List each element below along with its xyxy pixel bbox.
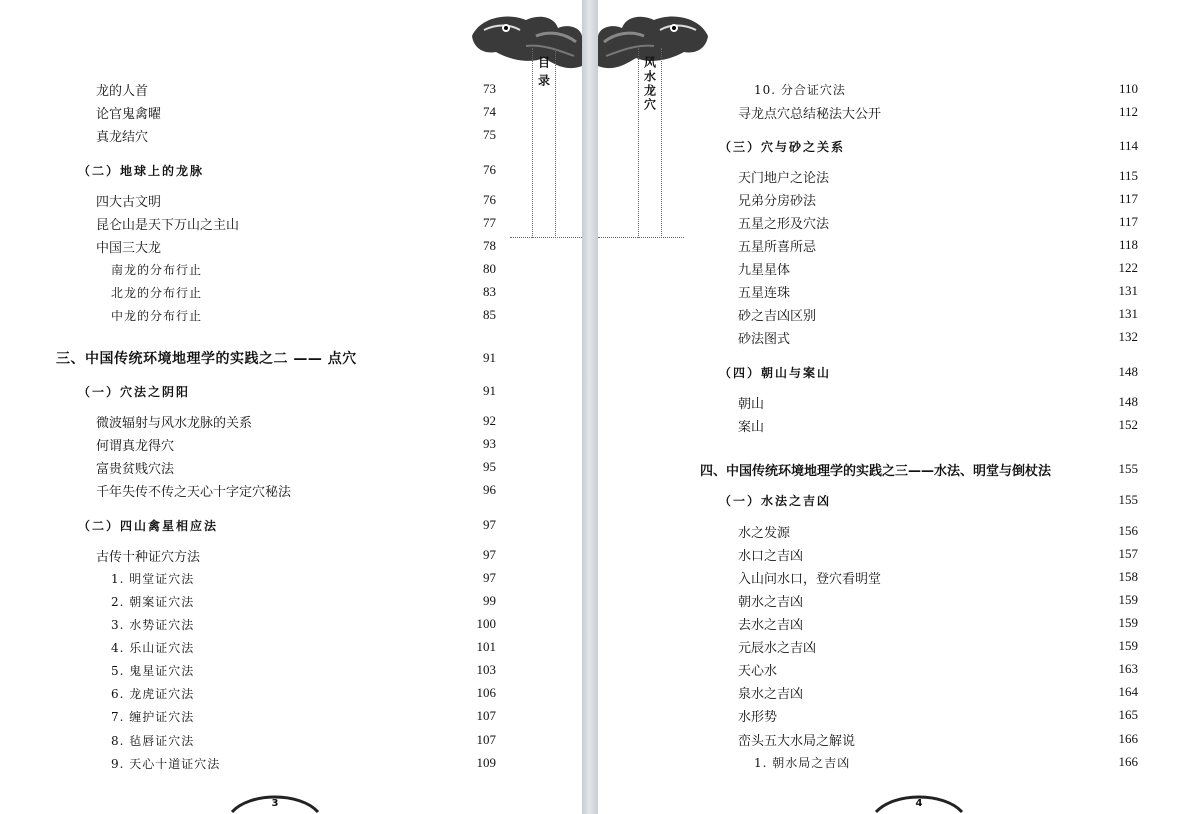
- toc-subentry-title: 2. 朝案证穴法: [111, 594, 195, 609]
- toc-entry-title: 天心水: [738, 663, 778, 679]
- toc-entry[interactable]: [96, 78, 496, 100]
- toc-subentry-page: 106: [476, 685, 496, 700]
- toc-entry-page: 122: [1118, 260, 1138, 275]
- toc-section-page: 76: [483, 162, 496, 177]
- toc-entry-page: 165: [1118, 707, 1138, 722]
- page-number: 4: [915, 798, 923, 809]
- toc-subentry[interactable]: [111, 636, 496, 658]
- toc-entry-page: 117: [1118, 191, 1138, 206]
- toc-entry-page: 73: [483, 81, 496, 96]
- toc-subentry-title: 中龙的分布行止: [111, 308, 203, 323]
- toc-subentry[interactable]: [754, 751, 1138, 773]
- toc-entry-title: 泉水之吉凶: [738, 686, 804, 702]
- toc-entry[interactable]: [96, 456, 496, 478]
- toc-section[interactable]: [78, 159, 496, 181]
- toc-entry-page: 166: [1118, 731, 1138, 746]
- toc-entry[interactable]: [738, 704, 1138, 726]
- toc-entry[interactable]: [738, 635, 1138, 657]
- toc-entry-page: 75: [483, 127, 496, 142]
- toc-subentry-page: 107: [476, 732, 496, 747]
- toc-section-page: 97: [483, 517, 496, 532]
- toc-section-page: 155: [1118, 492, 1138, 507]
- toc-subentry-title: 南龙的分布行止: [111, 262, 203, 277]
- toc-entry[interactable]: [96, 544, 496, 566]
- toc-subentry-page: 83: [483, 284, 496, 299]
- toc-subentry-title: 7. 缠护证穴法: [111, 709, 195, 724]
- toc-entry-title: 千年失传不传之天心十字定穴秘法: [96, 484, 292, 500]
- toc-entry-page: 131: [1118, 306, 1138, 321]
- toc-subentry[interactable]: [111, 613, 496, 635]
- toc-section-title: （三）穴与砂之关系: [719, 139, 846, 154]
- toc-entry-title: 真龙结穴: [96, 129, 149, 145]
- toc-section[interactable]: [78, 380, 496, 402]
- toc-entry-title: 水之发源: [738, 525, 791, 541]
- toc-entry-page: 163: [1118, 661, 1138, 676]
- toc-entry-title: 昆仑山是天下万山之主山: [96, 217, 240, 233]
- toc-entry[interactable]: [96, 189, 496, 211]
- toc-entry-title: 兄弟分房砂法: [738, 193, 817, 209]
- page-footer-right: [874, 786, 964, 814]
- toc-entry-title: 入山问水口，登穴看明堂: [738, 571, 882, 587]
- toc-entry-page: 132: [1118, 329, 1138, 344]
- toc-entry-page: 159: [1118, 592, 1138, 607]
- toc-subentry-title: 北龙的分布行止: [111, 285, 203, 300]
- toc-subentry-title: 8. 毡唇证穴法: [111, 733, 195, 748]
- toc-entry-title: 龙的人首: [96, 83, 149, 99]
- toc-entry[interactable]: [738, 188, 1138, 210]
- toc-subentry[interactable]: [111, 304, 496, 326]
- toc-section-title: （一）穴法之阴阳: [78, 384, 191, 399]
- toc-entry-page: 95: [483, 459, 496, 474]
- toc-entry-title: 水形势: [738, 709, 778, 725]
- toc-subentry-page: 100: [476, 616, 496, 631]
- toc-subentry[interactable]: [754, 78, 1138, 100]
- toc-entry-page: 115: [1118, 168, 1138, 183]
- toc-subentry-title: 10. 分合证穴法: [754, 82, 846, 97]
- toc-section-title: （一）水法之吉凶: [719, 493, 832, 508]
- toc-entry[interactable]: [738, 101, 1138, 123]
- toc-chapter-title: 四、中国传统环境地理学的实践之三——水法、明堂与倒杖法: [700, 463, 1052, 479]
- ribbon-label: 风水龙穴: [642, 56, 657, 112]
- toc-entry-page: 93: [483, 436, 496, 451]
- toc-section-title: （二）地球上的龙脉: [78, 163, 205, 178]
- toc-entry-title: 砂法图式: [738, 331, 791, 347]
- toc-subentry-title: 4. 乐山证穴法: [111, 640, 195, 655]
- toc-entry-title: 水口之吉凶: [738, 548, 804, 564]
- toc-entry-title: 何谓真龙得穴: [96, 438, 175, 454]
- toc-entry-page: 131: [1118, 283, 1138, 298]
- toc-section[interactable]: [719, 135, 1138, 157]
- toc-entry-page: 117: [1118, 214, 1138, 229]
- page-footer-left: [230, 786, 320, 814]
- right-page: [598, 0, 1182, 814]
- toc-entry-title: 微波辐射与风水龙脉的关系: [96, 415, 253, 431]
- toc-entry[interactable]: [738, 612, 1138, 634]
- toc-entry-page: 76: [483, 192, 496, 207]
- toc-subentry-page: 107: [476, 708, 496, 723]
- toc-entry[interactable]: [738, 414, 1138, 436]
- toc-entry-page: 159: [1118, 638, 1138, 653]
- toc-subentry-page: 85: [483, 307, 496, 322]
- toc-entry-page: 118: [1118, 237, 1138, 252]
- toc-entry-title: 富贵贫贱穴法: [96, 461, 175, 477]
- toc-entry-page: 97: [483, 547, 496, 562]
- toc-entry-title: 峦头五大水局之解说: [738, 733, 856, 749]
- toc-subentry-page: 97: [483, 570, 496, 585]
- toc-entry-title: 去水之吉凶: [738, 617, 804, 633]
- toc-subentry-title: 6. 龙虎证穴法: [111, 686, 195, 701]
- toc-entry-title: 五星之形及穴法: [738, 216, 830, 232]
- toc-subentry-title: 5. 鬼星证穴法: [111, 663, 195, 678]
- toc-subentry[interactable]: [111, 752, 496, 774]
- toc-subentry-page: 166: [1118, 754, 1138, 769]
- toc-section-title: （四）朝山与案山: [719, 365, 832, 380]
- left-page: [0, 0, 582, 814]
- toc-list-right: [598, 0, 1182, 814]
- toc-section[interactable]: [719, 361, 1138, 383]
- toc-entry[interactable]: [738, 165, 1138, 187]
- toc-subentry-title: 9. 天心十道证穴法: [111, 756, 221, 771]
- toc-subentry-title: 1. 朝水局之吉凶: [754, 755, 851, 770]
- toc-entry-title: 案山: [738, 419, 765, 435]
- toc-section-page: 91: [483, 383, 496, 398]
- toc-subentry[interactable]: [111, 281, 496, 303]
- book-gutter: [582, 0, 598, 814]
- toc-chapter-page: 155: [1118, 461, 1138, 476]
- toc-chapter[interactable]: [700, 458, 1138, 480]
- toc-subentry-page: 103: [476, 662, 496, 677]
- toc-entry[interactable]: [738, 303, 1138, 325]
- ribbon-label: 目录: [536, 56, 551, 92]
- toc-entry[interactable]: [96, 479, 496, 501]
- toc-entry[interactable]: [96, 124, 496, 146]
- toc-entry[interactable]: [96, 410, 496, 432]
- toc-entry-title: 寻龙点穴总结秘法大公开: [738, 106, 882, 122]
- toc-entry-title: 元辰水之吉凶: [738, 640, 817, 656]
- toc-entry[interactable]: [738, 520, 1138, 542]
- toc-entry[interactable]: [96, 212, 496, 234]
- toc-entry[interactable]: [738, 234, 1138, 256]
- toc-list-left: [0, 0, 582, 814]
- toc-subentry[interactable]: [111, 567, 496, 589]
- toc-subentry[interactable]: [111, 729, 496, 751]
- toc-chapter-page: 91: [483, 350, 496, 365]
- toc-entry-title: 论官鬼禽曜: [96, 106, 162, 122]
- toc-subentry-page: 80: [483, 261, 496, 276]
- toc-subentry-page: 109: [476, 755, 496, 770]
- toc-subentry[interactable]: [111, 682, 496, 704]
- toc-entry-title: 五星所喜所忌: [738, 239, 817, 255]
- toc-entry-title: 五星连珠: [738, 285, 791, 301]
- toc-section-page: 114: [1118, 138, 1138, 153]
- toc-chapter-title: 三、中国传统环境地理学的实践之二 —— 点穴: [56, 351, 357, 367]
- toc-entry-title: 中国三大龙: [96, 240, 162, 256]
- toc-entry[interactable]: [738, 681, 1138, 703]
- toc-section[interactable]: [719, 489, 1138, 511]
- toc-entry-title: 古传十种证穴方法: [96, 549, 201, 565]
- toc-entry-title: 九星星体: [738, 262, 791, 278]
- toc-entry-page: 164: [1118, 684, 1138, 699]
- toc-entry[interactable]: [738, 280, 1138, 302]
- toc-entry[interactable]: [96, 235, 496, 257]
- toc-subentry[interactable]: [111, 258, 496, 280]
- toc-subentry[interactable]: [111, 705, 496, 727]
- toc-entry-page: 74: [483, 104, 496, 119]
- toc-entry[interactable]: [738, 658, 1138, 680]
- toc-section-page: 148: [1118, 364, 1138, 379]
- toc-entry-page: 157: [1118, 546, 1138, 561]
- toc-subentry[interactable]: [111, 590, 496, 612]
- toc-entry[interactable]: [738, 326, 1138, 348]
- toc-entry[interactable]: [738, 257, 1138, 279]
- toc-entry-page: 148: [1118, 394, 1138, 409]
- toc-entry-page: 158: [1118, 569, 1138, 584]
- toc-entry-title: 朝水之吉凶: [738, 594, 804, 610]
- toc-entry-page: 159: [1118, 615, 1138, 630]
- toc-entry[interactable]: [738, 566, 1138, 588]
- page-number: 3: [271, 798, 279, 809]
- toc-section-title: （二）四山禽星相应法: [78, 518, 219, 533]
- toc-entry-page: 112: [1118, 104, 1138, 119]
- toc-entry-page: 156: [1118, 523, 1138, 538]
- toc-subentry[interactable]: [111, 659, 496, 681]
- toc-entry-page: 96: [483, 482, 496, 497]
- toc-entry-title: 天门地户之论法: [738, 170, 830, 186]
- toc-entry-title: 朝山: [738, 396, 765, 412]
- toc-entry-page: 78: [483, 238, 496, 253]
- toc-subentry-page: 101: [476, 639, 496, 654]
- toc-entry[interactable]: [738, 211, 1138, 233]
- toc-subentry-title: 3. 水势证穴法: [111, 617, 195, 632]
- toc-subentry-page: 99: [483, 593, 496, 608]
- toc-entry-page: 92: [483, 413, 496, 428]
- toc-chapter[interactable]: [56, 347, 496, 369]
- toc-entry[interactable]: [96, 101, 496, 123]
- toc-entry-title: 四大古文明: [96, 194, 162, 210]
- toc-section[interactable]: [78, 514, 496, 536]
- toc-entry[interactable]: [738, 589, 1138, 611]
- toc-entry-page: 77: [483, 215, 496, 230]
- toc-subentry-title: 1. 明堂证穴法: [111, 571, 195, 586]
- toc-entry[interactable]: [738, 391, 1138, 413]
- toc-entry[interactable]: [738, 543, 1138, 565]
- toc-entry[interactable]: [96, 433, 496, 455]
- toc-entry-page: 152: [1118, 417, 1138, 432]
- toc-entry-title: 砂之吉凶区别: [738, 308, 817, 324]
- toc-subentry-page: 110: [1118, 81, 1138, 96]
- toc-entry[interactable]: [738, 728, 1138, 750]
